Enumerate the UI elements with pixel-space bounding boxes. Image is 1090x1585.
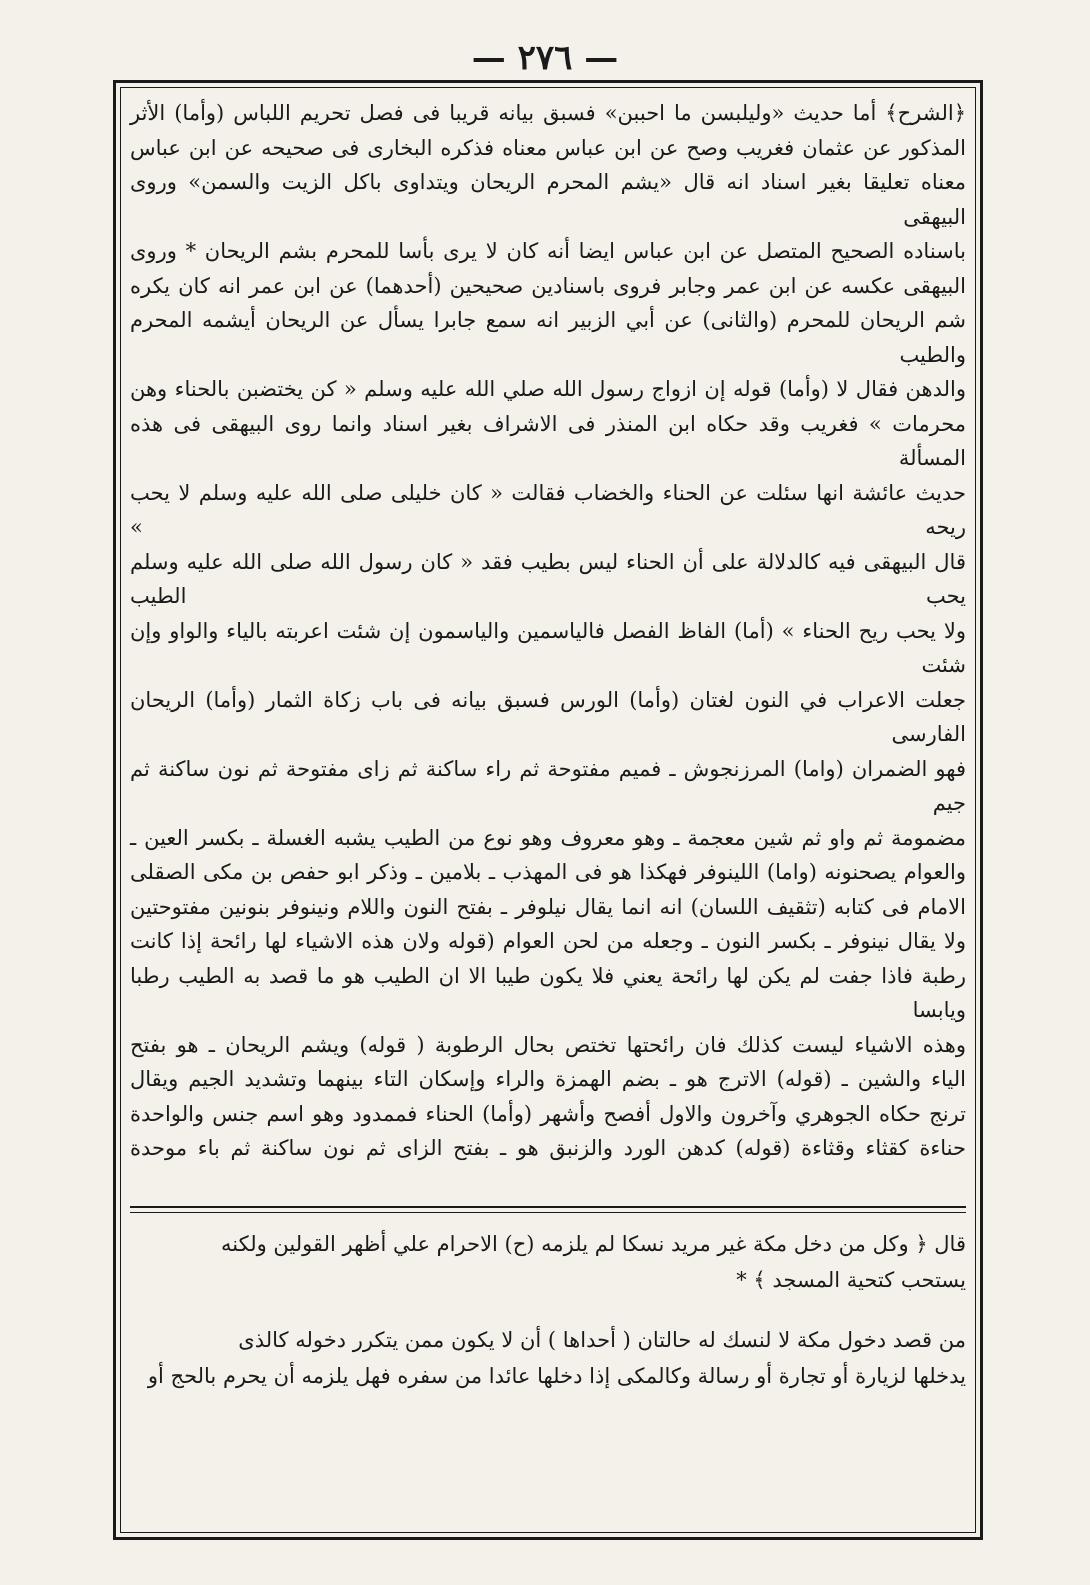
matn-line: يستحب كتحية المسجد ﴾ * xyxy=(736,1268,966,1292)
commentary-line: باسناده الصحيح المتصل عن ابن عباس ايضا أنه كان لا يرى بأسا للمحرم بشم الريحان * وروى xyxy=(130,239,966,263)
commentary-line: شم الريحان للمحرم (والثانى) عن أبي الزبير انه سمع جابرا يسأل عن الريحان أيشمه المحرم والطيب xyxy=(130,308,966,367)
commentary-line: رطبة فاذا جفت لم يكن لها رائحة يعني فلا يكون طيبا الا ان الطيب هو ما قصد به الطيب رطبا ويابسا xyxy=(130,963,966,1022)
commentary-line: مضمومة ثم واو ثم شين معجمة ـ وهو معروف وهو نوع من الطيب يشبه الغسلة ـ بكسر العين ـ xyxy=(130,825,966,850)
commentary-line: البيهقى عكسه عن ابن عمر وجابر فروى باسنادين صحيحين (أحدهما) عن ابن عمر انه كان يكره xyxy=(130,273,966,298)
commentary-line: ترنج حكاه الجوهري وآخرون والاول أفصح وأشهر (وأما) الحناء فممدود وهو اسم جنس والواحدة xyxy=(130,1101,966,1126)
commentary-line: حناءة كقثاء وقثاءة (قوله) كدهن الورد والزنبق هو ـ بفتح الزاى ثم نون ساكنة ثم باء موحدة xyxy=(130,1136,966,1160)
commentary-line: ولا يقال نينوفر ـ بكسر النون ـ وجعله من لحن العوام (قوله ولان هذه الاشياء لها رائحة إذا كانت xyxy=(130,929,966,953)
commentary-text xyxy=(130,96,966,1166)
commentary-line: قال البيهقى فيه كالدلالة على أن الحناء ليس بطيب فقد « كان رسول الله صلى الله عليه وسلم يحب الطيب xyxy=(130,549,966,608)
section-divider-thin xyxy=(130,1212,966,1213)
section-divider xyxy=(130,1206,966,1208)
commentary-line: وهذه الاشياء ليست كذلك فان رائحتها تختص بحال الرطوبة ( قوله) ويشم الريحان ـ هو بفتح xyxy=(130,1032,966,1057)
commentary-line: الياء والشين ـ (قوله) الاترج هو ـ بضم الهمزة والراء وإسكان التاء بينهما وتشديد الجيم ويقال xyxy=(130,1067,966,1091)
commentary-line: محرمات » فغريب وقد حكاه ابن المنذر فى الاشراف بغير اسناد وانما روى البيهقى فى هذه المسألة xyxy=(130,411,966,470)
commentary-line: معناه تعليقا بغير اسناد انه قال «يشم المحرم الريحان ويتداوى باكل الزيت والسمن» وروى البيهقى xyxy=(130,170,966,229)
commentary-line: المذكور عن عثمان فغريب وصح عن ابن عباس معناه فذكره البخارى فى صحيحه عن ابن عباس xyxy=(130,135,966,160)
commentary-line: ﴿الشرح﴾ أما حديث «وليلبسن ما احببن» فسبق بيانه قريبا فى فصل تحريم اللباس (وأما) الأثر xyxy=(130,101,966,125)
commentary-line: الامام فى كتابه (تثقيف اللسان) انه انما يقال نيلوفر ـ بفتح النون واللام ونينوفر بنونين مفتوحتين xyxy=(130,894,966,919)
sharh-line: يدخلها لزيارة أو تجارة أو رسالة وكالمكى إذا دخلها عائدا من سفره فهل يلزمه أن يحرم بالحج أو xyxy=(147,1364,966,1388)
commentary-line: والعوام يصحنونه (واما) اللينوفر فهكذا هو فى المهذب ـ بلامين ـ وذكر ابو حفص بن مكى الصقلى xyxy=(130,860,966,884)
commentary-line: ولا يحب ريح الحناء » (أما) الفاظ الفصل فالياسمين والياسمون إن شئت اعربته بالياء والواو وإن شئت xyxy=(130,618,966,677)
commentary-line: فهو الضمران (واما) المرزنجوش ـ فميم مفتوحة ثم راء ساكنة ثم زاى مفتوحة ثم نون ساكنة ثم جيم xyxy=(130,756,966,815)
commentary-line: جعلت الاعراب في النون لغتان (وأما) الورس فسبق بيانه فى باب زكاة الثمار (وأما) الريحان الفارسى xyxy=(130,687,966,746)
sharh-text xyxy=(130,1322,966,1394)
commentary-line: والدهن فقال لا (وأما) قوله إن ازواج رسول الله صلي الله عليه وسلم « كن يختضبن بالحناء وهن xyxy=(130,377,966,401)
matn-text xyxy=(130,1226,966,1298)
page-number: — ٢٧٦ — xyxy=(471,38,619,78)
matn-line: قال ﴿ وكل من دخل مكة غير مريد نسكا لم يلزمه (ح) الاحرام علي أظهر القولين ولكنه xyxy=(221,1232,966,1256)
commentary-line: حديث عائشة انها سئلت عن الحناء والخضاب فقالت « كان خليلى صلى الله عليه وسلم لا يحب ريحه » xyxy=(130,480,966,539)
sharh-line: من قصد دخول مكة لا لنسك له حالتان ( أحداها ) أن لا يكون ممن يتكرر دخوله كالذى xyxy=(238,1328,966,1352)
